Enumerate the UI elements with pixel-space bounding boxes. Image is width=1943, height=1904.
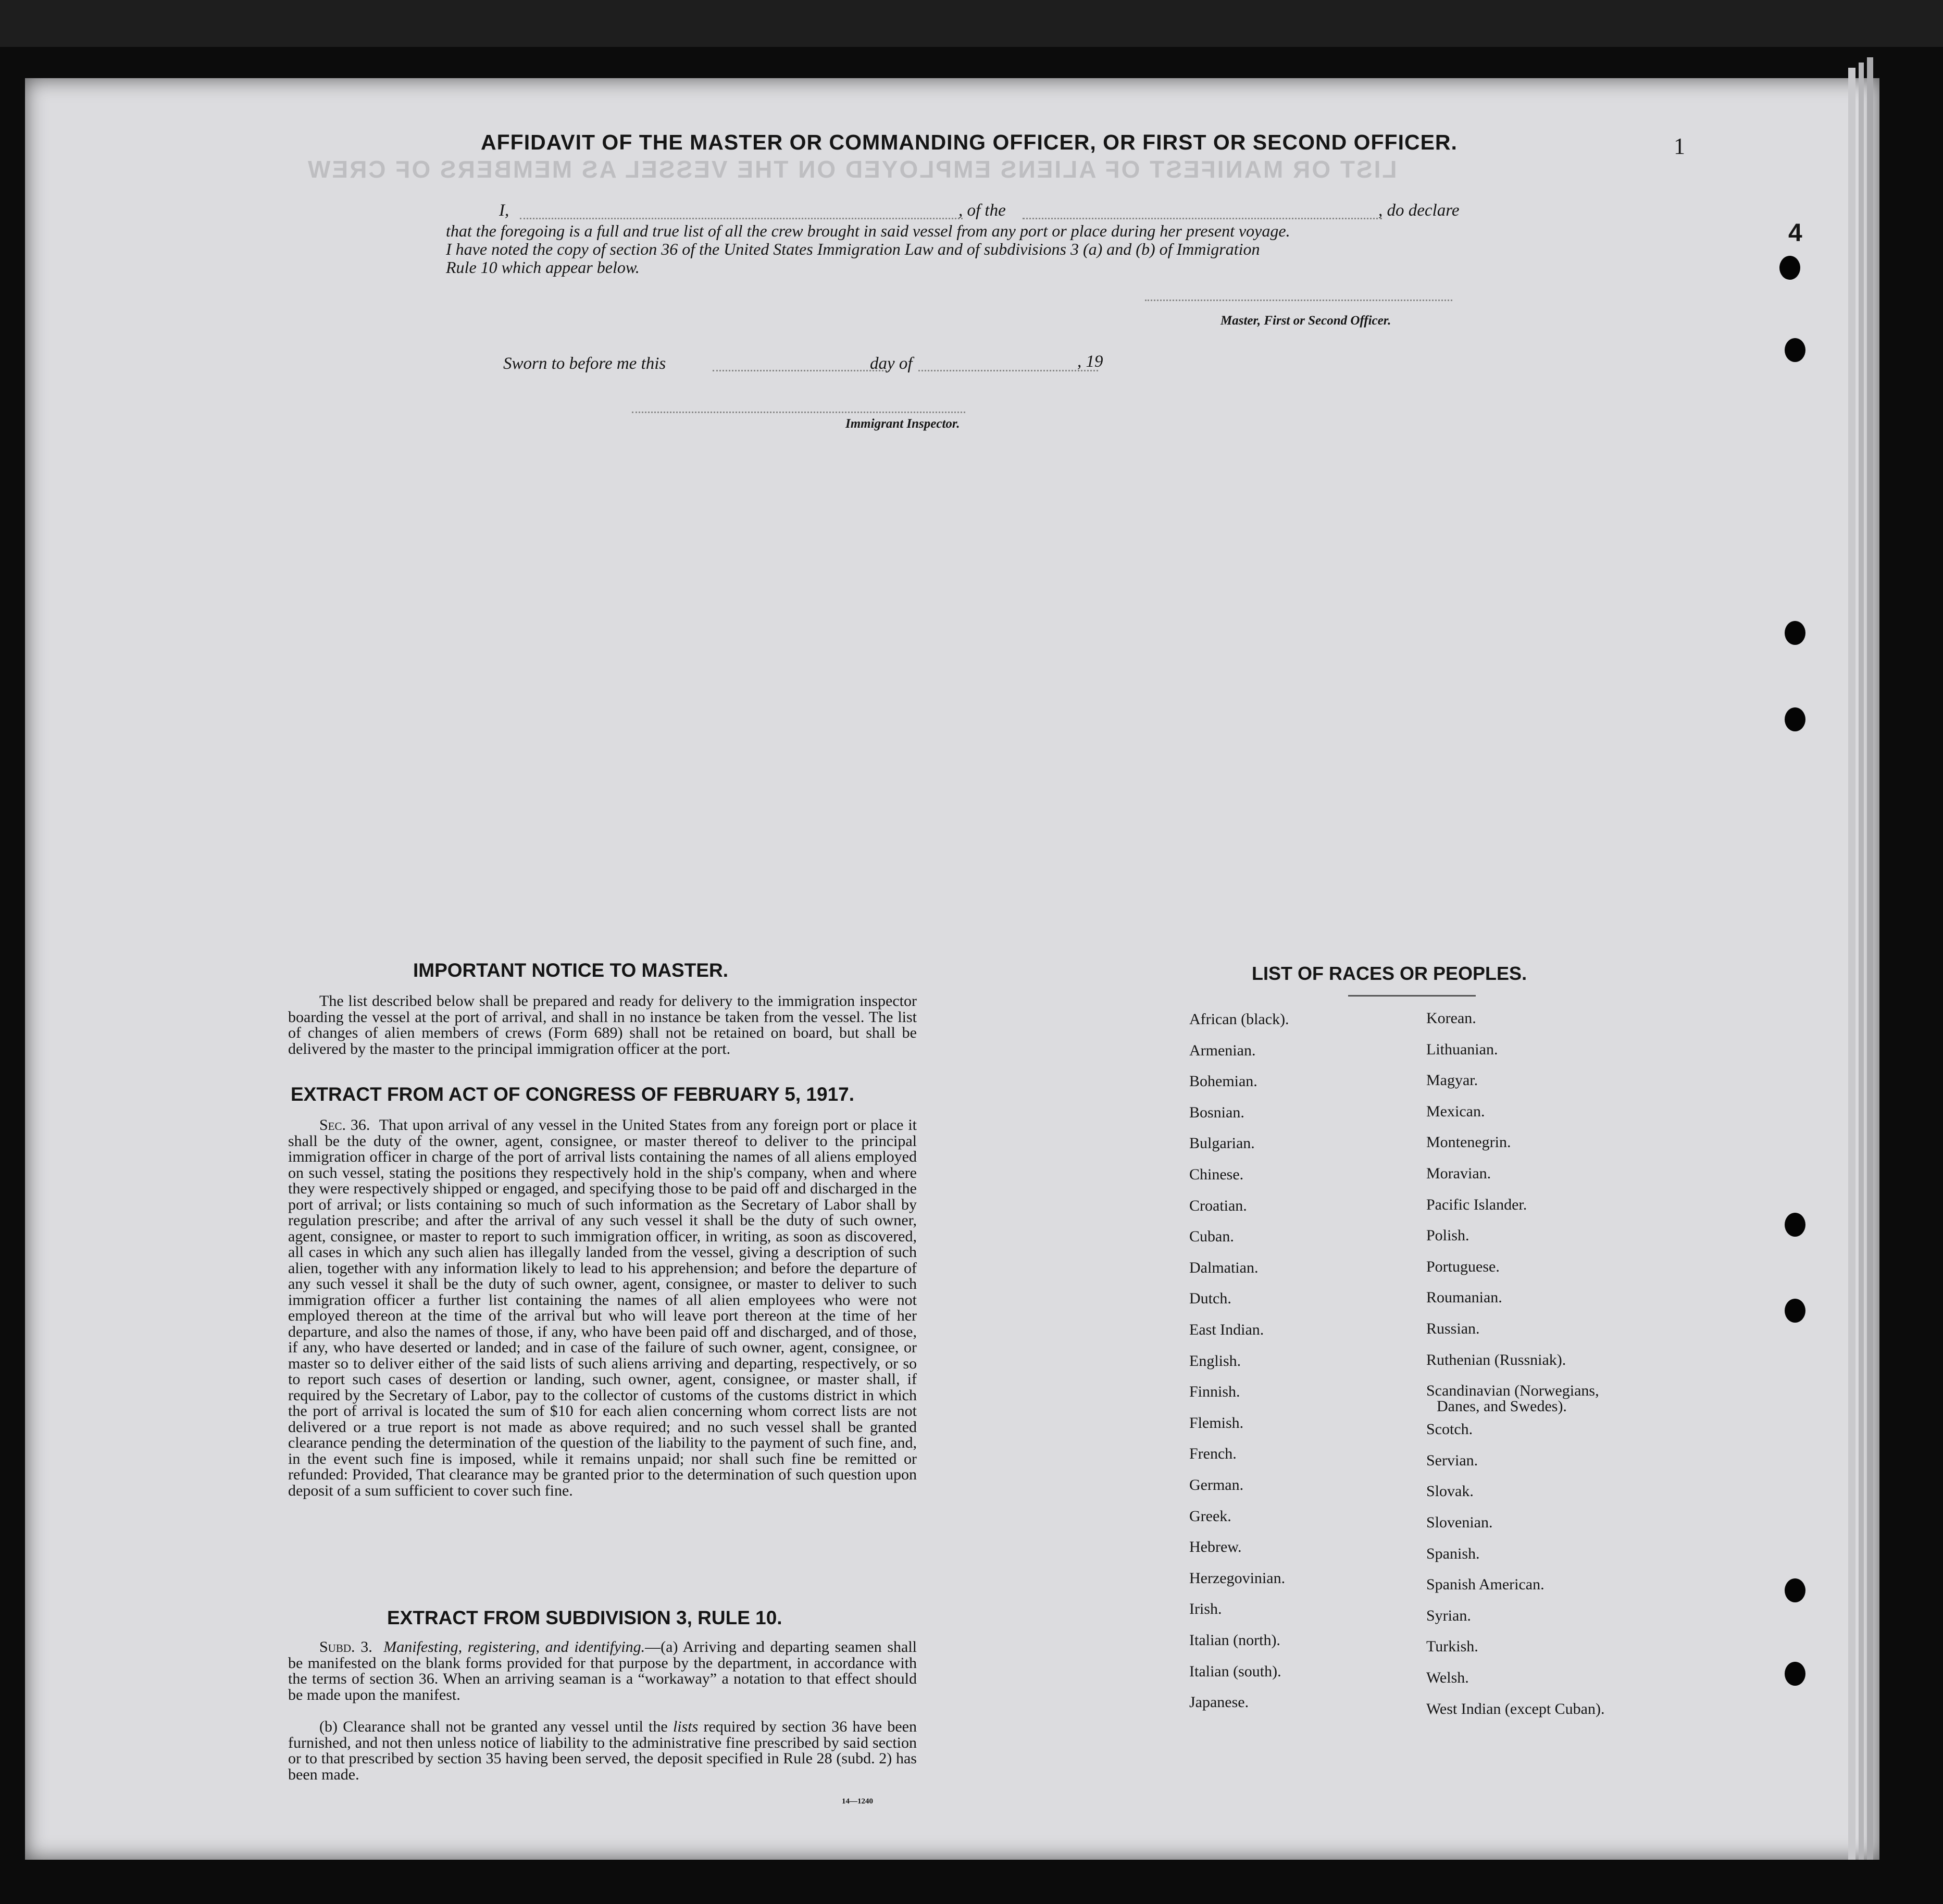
notice-title: IMPORTANT NOTICE TO MASTER.	[413, 960, 729, 981]
sworn-year: , 19	[1077, 352, 1103, 371]
form-code: 14—1240	[842, 1797, 873, 1806]
page-edge	[1859, 63, 1864, 1860]
race-item: Mexican.	[1426, 1102, 1485, 1120]
race-item: Servian.	[1426, 1451, 1478, 1469]
race-item: Magyar.	[1426, 1072, 1478, 1089]
race-item: Spanish.	[1426, 1545, 1480, 1562]
sworn-day-blank	[713, 370, 890, 371]
inspector-caption: Immigrant Inspector.	[845, 417, 960, 431]
inspector-line	[632, 412, 965, 413]
act-extract-body	[288, 1117, 917, 1499]
race-item: East Indian.	[1189, 1321, 1264, 1338]
race-item: Russian.	[1426, 1320, 1480, 1337]
para-b-lists: lists	[672, 1718, 699, 1735]
binder-hole	[1785, 707, 1805, 731]
race-item: Scotch.	[1426, 1421, 1473, 1438]
race-item: French.	[1189, 1445, 1237, 1463]
race-item: English.	[1189, 1352, 1241, 1370]
race-item: Finnish.	[1189, 1383, 1240, 1401]
notice-text: The list described below shall be prepared and ready for delivery to the immigration inspector boarding the vessel at the port of arrival, and shall in no instance be taken from the vessel. The list of changes of alien members of crews (Form 689) shall not be retained on board, but shall be delivered by the master to the principal immigration officer at the port.	[288, 992, 917, 1057]
race-item: Korean.	[1426, 1010, 1476, 1027]
race-item: West Indian (except Cuban).	[1426, 1700, 1605, 1718]
race-item: Lithuanian.	[1426, 1040, 1498, 1058]
binder-hole	[1785, 1662, 1805, 1686]
binder-hole	[1785, 1578, 1805, 1602]
section-label: Sec. 36.	[319, 1116, 370, 1134]
race-item: Cuban.	[1189, 1228, 1234, 1246]
margin-mark: 4	[1788, 219, 1802, 247]
race-item: Scandinavian (Norwegians,	[1426, 1382, 1599, 1400]
sworn-month-blank	[918, 370, 1098, 371]
affidavit-heading: AFFIDAVIT OF THE MASTER OR COMMANDING OFFICER, OR FIRST OR SECOND OFFICER.	[481, 130, 1458, 154]
rule-para-a	[288, 1639, 917, 1703]
race-item: Portuguese.	[1426, 1258, 1500, 1275]
race-item: Italian (north).	[1189, 1632, 1280, 1649]
binder-hole	[1785, 1213, 1805, 1237]
affidavit-line-4: Rule 10 which appear below.	[446, 258, 640, 277]
race-item: Danes, and Swedes).	[1437, 1398, 1567, 1415]
race-item: African (black).	[1189, 1011, 1289, 1028]
film-top-edge	[0, 0, 1943, 47]
subd-label: Subd. 3.	[319, 1638, 372, 1656]
race-item: Syrian.	[1426, 1607, 1471, 1624]
subd-heading: Manifesting, registering, and identifying.	[383, 1638, 645, 1656]
race-item: Bulgarian.	[1189, 1135, 1255, 1152]
section-text: That upon arrival of any vessel in the United States from any foreign port or place it shall be the duty of the owner, agent, consignee, or master thereof to deliver to the principal immigration officer in charge of the port of arrival lists containing the names of all aliens employed on such vessel, stating the positions they respectively hold in the ship's company, when and where they were respectively shipped or engaged, and specifying those to be paid off and discharged in the port of arrival; or lists containing so much of such information as the Secretary of Labor shall by regulation prescribe; and after the arrival of any such vessel it shall be the duty of such owner, agent, consignee, or master to report to such immigration officer, in writing, as soon as discovered, all cases in which any such alien has illegally landed from the vessel, giving a description of such alien, together with any information likely to lead to his apprehension; and before the departure of any such vessel it shall be the duty of such owner, agent, consignee, or master to deliver to such immigration officer a further list containing the names of all alien employees who were not employed thereon at the time of the arrival but who will leave port thereon at the time of her departure, and also the names of those, if any, who have been paid off and discharged, and of those, if any, who have deserted or landed; and in case of the failure of such owner, agent, consignee, or master so to deliver either of the said lists of such aliens arriving and departing, respectively, or so to report such cases of desertion or landing, such owner, agent, consignee, or master shall, if required by the Secretary of Labor, pay to the collector of customs of the customs district in which the port of arrival is located the sum of $10 for each alien concerning whom correct lists are not delivered or a true report is not made as above required; and no such vessel shall be granted clearance pending the determination of the question of the liability to the payment of such fine, and, in the event such fine is imposed, while it remains unpaid; nor shall such fine be remitted or refunded: Provided, That clearance may be granted prior to the determination of such question upon deposit of a sum sufficient to cover such fine.	[288, 1116, 917, 1499]
signature-line	[1145, 300, 1452, 301]
name-blank	[520, 218, 963, 219]
race-item: Chinese.	[1189, 1166, 1244, 1183]
race-item: Pacific Islander.	[1426, 1196, 1527, 1213]
document-page	[25, 78, 1879, 1860]
race-item: Welsh.	[1426, 1669, 1469, 1686]
race-item: Herzegovinian.	[1189, 1569, 1286, 1587]
page-number: 1	[1674, 133, 1685, 159]
race-item: Irish.	[1189, 1600, 1222, 1618]
race-item: Ruthenian (Russniak).	[1426, 1351, 1566, 1368]
affidavit-line-3: I have noted the copy of section 36 of the United States Immigration Law and of subdivisions 3 (a) and (b) of Immigration	[446, 240, 1260, 258]
binder-hole	[1785, 621, 1805, 645]
notice-body	[288, 993, 917, 1057]
vessel-blank	[1023, 218, 1382, 219]
race-item: Bosnian.	[1189, 1103, 1244, 1121]
race-item: Spanish American.	[1426, 1576, 1545, 1594]
para-b-rest: required by section 36 have been furnished, and not then unless notice of liability to the administrative fine prescribed by said section or to that prescribed by section 35 having been served, the deposit specified in Rule 28 (subd. 2) has been made.	[288, 1718, 917, 1783]
bleedthrough-heading: LIST OR MANIFEST OF ALIENS EMPLOYED ON THE VESSEL AS MEMBERS OF CREW	[306, 156, 1397, 183]
race-item: Slovak.	[1426, 1483, 1474, 1500]
affidavit-declare: , do declare	[1378, 201, 1460, 220]
race-item: Italian (south).	[1189, 1662, 1281, 1680]
race-item: Flemish.	[1189, 1414, 1244, 1432]
sworn-day-of: day of	[870, 354, 913, 373]
race-item: Moravian.	[1426, 1165, 1491, 1182]
race-item: Polish.	[1426, 1227, 1469, 1245]
subd-para-a: —(a) Arriving and departing seamen shall be manifested on the blank forms provided for that purpose by the department, in accordance with the terms of section 36. When an arriving seaman is a “workaway” a notation to that effect should be made upon the manifest.	[288, 1638, 917, 1703]
rule-para-b	[288, 1719, 917, 1783]
signature-caption: Master, First or Second Officer.	[1220, 314, 1391, 328]
para-b-prefix: (b) Clearance shall not be granted any vessel until the	[319, 1718, 668, 1735]
binder-hole	[1779, 256, 1800, 280]
affidavit-line-2: that the foregoing is a full and true list of all the crew brought in said vessel from any port or place during her present voyage.	[446, 221, 1290, 240]
page-edge	[1848, 68, 1855, 1860]
race-item: German.	[1189, 1476, 1244, 1494]
sworn-prefix: Sworn to before me this	[503, 354, 666, 373]
race-item: Montenegrin.	[1426, 1134, 1511, 1151]
race-item: Roumanian.	[1426, 1289, 1502, 1306]
rule-extract-title: EXTRACT FROM SUBDIVISION 3, RULE 10.	[387, 1607, 782, 1628]
race-item: Slovenian.	[1426, 1514, 1493, 1531]
races-title-rule	[1348, 995, 1476, 997]
race-item: Dutch.	[1189, 1290, 1231, 1308]
race-item: Greek.	[1189, 1507, 1231, 1525]
binder-hole	[1785, 1299, 1805, 1323]
act-extract-title: EXTRACT FROM ACT OF CONGRESS OF FEBRUARY 5, 1917.	[291, 1084, 855, 1105]
race-item: Armenian.	[1189, 1041, 1256, 1059]
race-item: Turkish.	[1426, 1638, 1478, 1656]
binder-hole	[1785, 338, 1805, 362]
races-title: LIST OF RACES OR PEOPLES.	[1252, 963, 1527, 984]
race-item: Hebrew.	[1189, 1538, 1242, 1556]
race-item: Bohemian.	[1189, 1073, 1257, 1090]
race-item: Dalmatian.	[1189, 1259, 1259, 1276]
affidavit-i: I,	[499, 201, 509, 220]
page-edge	[1867, 57, 1873, 1860]
affidavit-of-the: , of the	[958, 201, 1006, 220]
race-item: Croatian.	[1189, 1197, 1247, 1214]
race-item: Japanese.	[1189, 1694, 1249, 1711]
